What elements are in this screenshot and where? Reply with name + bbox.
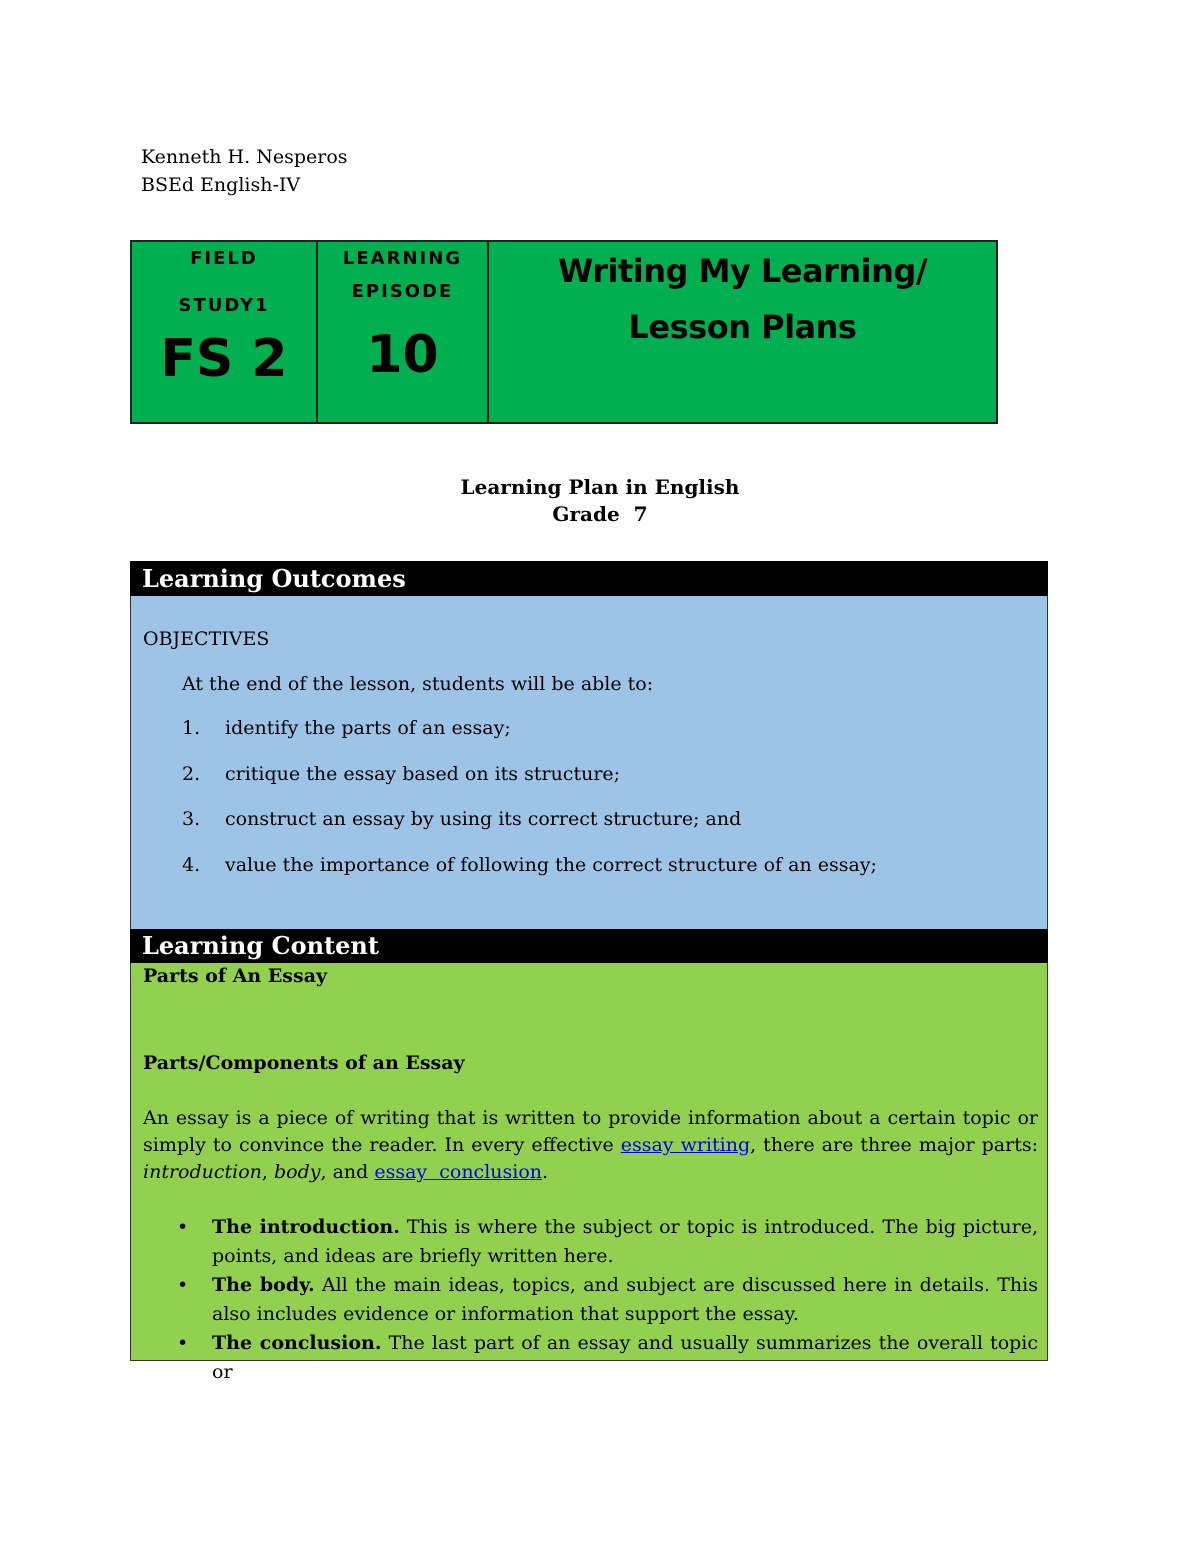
essay-part-text bbox=[212, 1329, 1038, 1387]
study-label: STUDY1 bbox=[178, 295, 270, 316]
objective-item bbox=[182, 717, 877, 763]
plan-title: Learning Plan in English bbox=[460, 475, 740, 499]
paragraph-text: , and bbox=[320, 1161, 375, 1183]
essay-part-label: The body. bbox=[212, 1274, 315, 1296]
field-study-cell bbox=[132, 242, 318, 422]
essay-part-desc: This is where the subject or topic is introduced. The big picture, points, and ideas are briefly written here. bbox=[212, 1216, 1038, 1267]
author-program: BSEd English-IV bbox=[141, 174, 301, 196]
essay-part-label: The conclusion. bbox=[212, 1332, 382, 1354]
objective-item bbox=[182, 808, 877, 854]
essay-part-item bbox=[143, 1329, 1038, 1387]
bullet-icon: • bbox=[177, 1274, 189, 1296]
objective-text: construct an essay by using its correct structure; and bbox=[225, 808, 742, 830]
essay-part-item bbox=[143, 1213, 1038, 1271]
field-label: FIELD bbox=[190, 248, 258, 269]
bullet-icon: • bbox=[177, 1332, 189, 1354]
bullet-icon: • bbox=[177, 1216, 189, 1238]
paragraph-text: , bbox=[261, 1161, 274, 1183]
objective-text: identify the parts of an essay; bbox=[225, 717, 511, 739]
objective-item bbox=[182, 763, 877, 809]
field-study-header bbox=[130, 240, 998, 424]
objective-item bbox=[182, 854, 877, 900]
plan-grade: Grade 7 bbox=[552, 502, 648, 526]
essay-conclusion-link[interactable]: essay conclusion bbox=[374, 1161, 543, 1183]
objectives-list bbox=[182, 717, 877, 899]
objective-number: 3. bbox=[182, 808, 201, 830]
title-line-1: Writing My Learning/ bbox=[557, 252, 927, 290]
objectives-heading: OBJECTIVES bbox=[143, 628, 270, 650]
italic-body: body bbox=[274, 1161, 321, 1183]
episode-cell bbox=[318, 242, 489, 422]
objective-number: 1. bbox=[182, 717, 201, 739]
paragraph-text: An essay is a piece of writing that is written to provide information about a certain topic or simply to convince the reader. In every effective bbox=[143, 1107, 1038, 1156]
paragraph-text: , there are three major parts: bbox=[750, 1134, 1038, 1156]
objective-number: 2. bbox=[182, 762, 201, 785]
essay-part-label: The introduction. bbox=[212, 1216, 400, 1238]
italic-introduction: introduction bbox=[143, 1161, 262, 1183]
title-cell bbox=[489, 242, 996, 422]
episode-label-1: LEARNING bbox=[342, 248, 463, 269]
episode-number: 10 bbox=[366, 325, 439, 385]
author-block bbox=[141, 143, 348, 199]
author-name: Kenneth H. Nesperos bbox=[141, 146, 348, 168]
paragraph-text: . bbox=[542, 1161, 549, 1183]
episode-label-2: EPISODE bbox=[351, 281, 454, 302]
essay-part-item bbox=[143, 1271, 1038, 1329]
objective-number: 4. bbox=[182, 853, 201, 876]
fs-code: FS 2 bbox=[160, 329, 288, 389]
essay-part-desc: All the main ideas, topics, and subject are discussed here in details. This also includes evidence or information that support the essay. bbox=[212, 1274, 1038, 1325]
content-subtitle-2: Parts/Components of an Essay bbox=[143, 1052, 465, 1074]
title-line-2: Lesson Plans bbox=[628, 308, 857, 346]
objectives-intro: At the end of the lesson, students will be able to: bbox=[182, 673, 654, 695]
content-subtitle: Parts of An Essay bbox=[143, 965, 328, 987]
objective-text: critique the essay based on its structure; bbox=[225, 762, 621, 785]
learning-content-header: Learning Content bbox=[130, 929, 1048, 963]
learning-content-box bbox=[130, 963, 1048, 1383]
objective-text: value the importance of following the correct structure of an essay; bbox=[225, 853, 877, 876]
plan-title-block bbox=[0, 474, 1200, 528]
essay-part-text bbox=[212, 1213, 1038, 1271]
learning-outcomes-box bbox=[130, 596, 1048, 930]
learning-outcomes-header: Learning Outcomes bbox=[130, 561, 1048, 596]
essay-parts-list bbox=[143, 1213, 1038, 1387]
essay-part-desc: The last part of an essay and usually summarizes the overall topic or bbox=[212, 1332, 1039, 1383]
essay-definition-paragraph bbox=[143, 1105, 1038, 1186]
essay-part-text bbox=[212, 1271, 1038, 1329]
essay-writing-link[interactable]: essay writing bbox=[620, 1134, 751, 1156]
